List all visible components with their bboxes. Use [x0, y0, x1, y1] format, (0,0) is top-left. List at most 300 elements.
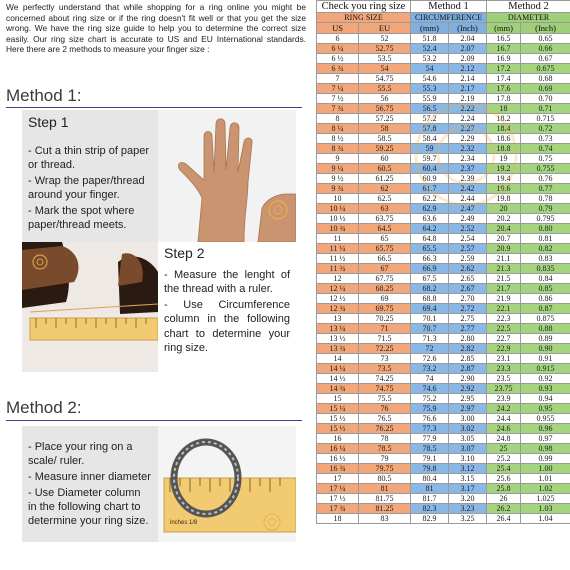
table-cell: 15 ½ [317, 414, 359, 424]
table-cell: 8 ¾ [317, 144, 359, 154]
table-cell: 25.4 [487, 464, 521, 474]
table-cell: 79 [359, 454, 411, 464]
table-row [317, 224, 570, 234]
table-cell: 10 ½ [317, 214, 359, 224]
table-cell: 64.5 [359, 224, 411, 234]
table-cell: 0.75 [521, 154, 570, 164]
table-cell: 56.75 [359, 104, 411, 114]
table-cell: 0.78 [521, 194, 570, 204]
table-cell: 69.75 [359, 304, 411, 314]
table-cell: 63.6 [411, 214, 449, 224]
table-cell: 2.07 [449, 44, 487, 54]
table-cell: 0.715 [521, 114, 570, 124]
table-row [317, 324, 570, 334]
table-cell: 16 ¼ [317, 444, 359, 454]
method2-box [22, 426, 296, 542]
table-row [317, 244, 570, 254]
table-cell: 58.5 [359, 134, 411, 144]
table-cell: 21.5 [487, 274, 521, 284]
table-cell: 19.2 [487, 164, 521, 174]
table-cell: 80.5 [359, 474, 411, 484]
table-row [317, 64, 570, 74]
table-cell: 0.85 [521, 284, 570, 294]
table-cell: 7 [317, 74, 359, 84]
table-cell: 76.25 [359, 424, 411, 434]
table-cell: 70.1 [411, 314, 449, 324]
table-cell: 3.25 [449, 514, 487, 524]
table-cell: 2.22 [449, 104, 487, 114]
table-cell: 2.52 [449, 224, 487, 234]
table-cell: 59.7 [411, 154, 449, 164]
step1-panel [22, 110, 158, 242]
table-cell: 7 ½ [317, 94, 359, 104]
table-cell: 12 [317, 274, 359, 284]
table-cell: 16 ½ [317, 454, 359, 464]
table-cell: 26.4 [487, 514, 521, 524]
table-cell: 1.025 [521, 494, 570, 504]
table-cell: 8 [317, 114, 359, 124]
table-cell: 55.5 [359, 84, 411, 94]
thread-measure-photo [22, 242, 158, 372]
table-cell: 22.5 [487, 324, 521, 334]
table-row [317, 274, 570, 284]
table-cell: 52 [359, 34, 411, 44]
table-cell: 22.3 [487, 314, 521, 324]
table-cell: 0.71 [521, 104, 570, 114]
table-cell: 9 [317, 154, 359, 164]
table-cell: 15 [317, 394, 359, 404]
table-cell: 79.75 [359, 464, 411, 474]
table-row [317, 74, 570, 84]
table-cell: 6 [317, 34, 359, 44]
table-cell: 2.37 [449, 164, 487, 174]
table-row [317, 134, 570, 144]
table-cell: 55.3 [411, 84, 449, 94]
table-cell: 64.8 [411, 234, 449, 244]
table-cell: 2.87 [449, 364, 487, 374]
table-cell: 11 ¼ [317, 244, 359, 254]
table-row [317, 314, 570, 324]
table-cell: 54.6 [411, 74, 449, 84]
table-cell: 24.6 [487, 424, 521, 434]
table-cell: 23.5 [487, 374, 521, 384]
table-cell: 0.73 [521, 134, 570, 144]
table-cell: 67.75 [359, 274, 411, 284]
table-cell: 1.03 [521, 504, 570, 514]
table-cell: 0.92 [521, 374, 570, 384]
table-row [317, 334, 570, 344]
table-cell: 0.91 [521, 354, 570, 364]
table-row [317, 104, 570, 114]
table-cell: 83 [359, 514, 411, 524]
table-cell: 1.02 [521, 484, 570, 494]
table-cell: 73 [359, 354, 411, 364]
table-cell: 71 [359, 324, 411, 334]
ring-on-ruler-photo [158, 426, 296, 542]
table-cell: 0.755 [521, 164, 570, 174]
table-row [317, 394, 570, 404]
table-cell: 82.3 [411, 504, 449, 514]
table-cell: 19 [487, 154, 521, 164]
table-cell: 71.3 [411, 334, 449, 344]
table-row [317, 404, 570, 414]
table-cell: 0.955 [521, 414, 570, 424]
table-cell: 10 [317, 194, 359, 204]
table-cell: 3.23 [449, 504, 487, 514]
table-cell: 69 [359, 294, 411, 304]
table-row [317, 264, 570, 274]
table-cell: 2.72 [449, 304, 487, 314]
table-cell: 54.75 [359, 74, 411, 84]
table-cell: 0.83 [521, 254, 570, 264]
hand-photo [158, 110, 296, 242]
table-cell: 26.2 [487, 504, 521, 514]
table-cell: 73.5 [359, 364, 411, 374]
table-row [317, 424, 570, 434]
table-cell: 0.84 [521, 274, 570, 284]
header-ring-size: RING SIZE [317, 13, 411, 23]
table-cell: 13 ¾ [317, 344, 359, 354]
ruler-label: inches 1/8 [170, 520, 198, 526]
table-row [317, 434, 570, 444]
divider [6, 420, 302, 421]
table-cell: 68.8 [411, 294, 449, 304]
table-cell: 57.2 [411, 114, 449, 124]
table-cell: 1.01 [521, 474, 570, 484]
table-row [317, 184, 570, 194]
table-cell: 58.4 [411, 134, 449, 144]
table-cell: 17 [317, 474, 359, 484]
table-cell: 0.875 [521, 314, 570, 324]
table-cell: 26 [487, 494, 521, 504]
table-cell: 22.9 [487, 344, 521, 354]
col-us: US [317, 23, 359, 34]
table-cell: 2.29 [449, 134, 487, 144]
table-cell: 3.00 [449, 414, 487, 424]
header-circumference: CIRCUMFERENCE [411, 13, 487, 23]
table-row [317, 494, 570, 504]
table-cell: 75.5 [359, 394, 411, 404]
table-cell: 19.4 [487, 174, 521, 184]
table-cell: 76 [359, 404, 411, 414]
table-cell: 0.89 [521, 334, 570, 344]
method2-title: Method 2: [6, 398, 82, 417]
table-cell: 74.75 [359, 384, 411, 394]
table-cell: 62.5 [359, 194, 411, 204]
table-cell: 13 ¼ [317, 324, 359, 334]
table-cell: 17.4 [487, 74, 521, 84]
table-cell: 0.67 [521, 54, 570, 64]
table-cell: 0.66 [521, 44, 570, 54]
table-cell: 65.75 [359, 244, 411, 254]
method2-line: - Use Diameter column in the following chart to determine your ring size. [28, 486, 149, 528]
table-cell: 14 ¾ [317, 384, 359, 394]
table-cell: 17 ¼ [317, 484, 359, 494]
step2-line: - Measure the lenght of the thread with a ruler. [164, 269, 290, 296]
table-cell: 59.25 [359, 144, 411, 154]
table-cell: 56.5 [411, 104, 449, 114]
table-cell: 70.7 [411, 324, 449, 334]
table-cell: 2.19 [449, 94, 487, 104]
table-row [317, 364, 570, 374]
table-cell: 3.20 [449, 494, 487, 504]
table-cell: 76.6 [411, 414, 449, 424]
table-cell: 17 ¾ [317, 504, 359, 514]
ring-size-table [316, 0, 570, 524]
table-cell: 3.07 [449, 444, 487, 454]
table-row [317, 94, 570, 104]
table-cell: 6 ½ [317, 54, 359, 64]
table-cell: 14 ½ [317, 374, 359, 384]
table-cell: 1.04 [521, 514, 570, 524]
table-cell: 13 ½ [317, 334, 359, 344]
table-cell: 60.4 [411, 164, 449, 174]
table-cell: 16.5 [487, 34, 521, 44]
table-row [317, 194, 570, 204]
table-cell: 58 [359, 124, 411, 134]
table-cell: 60 [359, 154, 411, 164]
table-cell: 17 ½ [317, 494, 359, 504]
table-cell: 62.2 [411, 194, 449, 204]
table-cell: 0.86 [521, 294, 570, 304]
table-cell: 52.4 [411, 44, 449, 54]
table-cell: 2.04 [449, 34, 487, 44]
table-cell: 0.97 [521, 434, 570, 444]
table-cell: 51.8 [411, 34, 449, 44]
table-cell: 54 [411, 64, 449, 74]
step1-line: - Wrap the paper/thread around your finger. [28, 175, 145, 202]
table-cell: 0.915 [521, 364, 570, 374]
table-cell: 2.34 [449, 154, 487, 164]
table-row [317, 474, 570, 484]
divider [6, 107, 302, 108]
table-cell: 66.5 [359, 254, 411, 264]
table-cell: 0.68 [521, 74, 570, 84]
table-cell: 2.54 [449, 234, 487, 244]
step2-line: - Use Circumference column in the following chart to determine your ring size. [164, 299, 290, 354]
table-cell: 12 ½ [317, 294, 359, 304]
table-cell: 0.77 [521, 184, 570, 194]
table-cell: 25 [487, 444, 521, 454]
table-row [317, 84, 570, 94]
table-cell: 81.25 [359, 504, 411, 514]
step2-panel [158, 242, 296, 372]
table-row [317, 234, 570, 244]
table-cell: 3.12 [449, 464, 487, 474]
table-cell: 78.5 [411, 444, 449, 454]
table-cell: 61.25 [359, 174, 411, 184]
table-cell: 25.8 [487, 484, 521, 494]
table-cell: 11 ¾ [317, 264, 359, 274]
table-row [317, 174, 570, 184]
table-cell: 53.2 [411, 54, 449, 64]
table-cell: 0.74 [521, 144, 570, 154]
table-cell: 67.5 [411, 274, 449, 284]
table-row [317, 374, 570, 384]
table-cell: 23.75 [487, 384, 521, 394]
table-cell: 53.5 [359, 54, 411, 64]
table-cell: 6 ¼ [317, 44, 359, 54]
table-cell: 67 [359, 264, 411, 274]
table-cell: 57.8 [411, 124, 449, 134]
table-cell: 0.675 [521, 64, 570, 74]
table-cell: 68.25 [359, 284, 411, 294]
table-cell: 2.49 [449, 214, 487, 224]
table-row [317, 254, 570, 264]
table-cell: 0.94 [521, 394, 570, 404]
table-cell: 2.65 [449, 274, 487, 284]
method2-line: - Measure inner diameter [28, 471, 151, 484]
header-method2: Method 2 [487, 1, 570, 13]
table-cell: 2.77 [449, 324, 487, 334]
table-cell: 14 ¼ [317, 364, 359, 374]
table-cell: 79.8 [411, 464, 449, 474]
col-circ-inch: (Inch) [449, 23, 487, 34]
table-cell: 0.80 [521, 224, 570, 234]
table-cell: 2.42 [449, 184, 487, 194]
table-cell: 76.5 [359, 414, 411, 424]
method1-title: Method 1: [6, 86, 82, 105]
table-row [317, 284, 570, 294]
table-row [317, 144, 570, 154]
table-cell: 23.1 [487, 354, 521, 364]
table-cell: 3.15 [449, 474, 487, 484]
table-cell: 60.5 [359, 164, 411, 174]
table-cell: 21.1 [487, 254, 521, 264]
table-cell: 2.44 [449, 194, 487, 204]
table-row [317, 44, 570, 54]
table-row [317, 414, 570, 424]
table-cell: 10 ¼ [317, 204, 359, 214]
table-cell: 0.72 [521, 124, 570, 134]
intro-text: We perfectly understand that while shopping for a ring online you might be concerned about ring size or if the ring doesn't fit well or that you get the size wrong. We have the ring size guide to help you to determine the correct size easily. Our ring size chart is accurate to US and EU International standards. Here there are 2 methods to measure your finger size : [6, 2, 306, 55]
table-cell: 22.7 [487, 334, 521, 344]
table-cell: 2.47 [449, 204, 487, 214]
table-cell: 63 [359, 204, 411, 214]
header-check-size: Check you ring size [317, 1, 411, 13]
table-cell: 2.75 [449, 314, 487, 324]
table-cell: 2.39 [449, 174, 487, 184]
table-cell: 71.5 [359, 334, 411, 344]
table-cell: 79.1 [411, 454, 449, 464]
table-cell: 18.8 [487, 144, 521, 154]
table-cell: 8 ¼ [317, 124, 359, 134]
table-cell: 0.99 [521, 454, 570, 464]
table-cell: 2.80 [449, 334, 487, 344]
col-circ-mm: (mm) [411, 23, 449, 34]
table-cell: 21.3 [487, 264, 521, 274]
table-cell: 18.6 [487, 134, 521, 144]
table-cell: 64.2 [411, 224, 449, 234]
table-cell: 21.9 [487, 294, 521, 304]
table-row [317, 164, 570, 174]
table-cell: 19.8 [487, 194, 521, 204]
table-cell: 20.7 [487, 234, 521, 244]
method1-box [22, 110, 296, 372]
table-cell: 75.9 [411, 404, 449, 414]
table-cell: 78.5 [359, 444, 411, 454]
table-cell: 20.9 [487, 244, 521, 254]
table-cell: 9 ¼ [317, 164, 359, 174]
table-cell: 0.82 [521, 244, 570, 254]
step2-heading: Step 2 [164, 245, 205, 261]
table-cell: 70.25 [359, 314, 411, 324]
table-cell: 54 [359, 64, 411, 74]
table-cell: 0.87 [521, 304, 570, 314]
table-cell: 2.32 [449, 144, 487, 154]
table-cell: 72.6 [411, 354, 449, 364]
step1-line: - Cut a thin strip of paper or thread. [28, 145, 150, 172]
table-cell: 17.6 [487, 84, 521, 94]
table-cell: 2.17 [449, 84, 487, 94]
table-cell: 0.90 [521, 344, 570, 354]
table-cell: 6 ¾ [317, 64, 359, 74]
table-cell: 2.09 [449, 54, 487, 64]
table-cell: 3.10 [449, 454, 487, 464]
table-cell: 9 ¾ [317, 184, 359, 194]
table-cell: 2.62 [449, 264, 487, 274]
table-cell: 2.85 [449, 354, 487, 364]
table-cell: 12 ¾ [317, 304, 359, 314]
table-cell: 52.75 [359, 44, 411, 54]
table-cell: 24.2 [487, 404, 521, 414]
table-cell: 7 ¼ [317, 84, 359, 94]
table-row [317, 204, 570, 214]
table-cell: 2.14 [449, 74, 487, 84]
table-cell: 18 [487, 104, 521, 114]
table-cell: 14 [317, 354, 359, 364]
table-cell: 2.97 [449, 404, 487, 414]
table-cell: 16.9 [487, 54, 521, 64]
table-cell: 60.9 [411, 174, 449, 184]
table-cell: 65 [359, 234, 411, 244]
table-cell: 82.9 [411, 514, 449, 524]
table-cell: 0.88 [521, 324, 570, 334]
header-method1: Method 1 [411, 1, 487, 13]
table-row [317, 54, 570, 64]
table-row [317, 294, 570, 304]
table-cell: 74 [411, 374, 449, 384]
step1-line: - Mark the spot where paper/thread meets. [28, 205, 135, 232]
table-cell: 75.2 [411, 394, 449, 404]
table-cell: 3.17 [449, 484, 487, 494]
table-cell: 2.92 [449, 384, 487, 394]
table-row [317, 444, 570, 454]
table-cell: 74.6 [411, 384, 449, 394]
table-cell: 1.00 [521, 464, 570, 474]
table-cell: 8 ½ [317, 134, 359, 144]
table-cell: 16.7 [487, 44, 521, 54]
table-cell: 0.69 [521, 84, 570, 94]
table-cell: 61.7 [411, 184, 449, 194]
table-cell: 65.5 [411, 244, 449, 254]
header-diameter: DIAMETER [487, 13, 570, 23]
table-row [317, 504, 570, 514]
table-cell: 10 ¾ [317, 224, 359, 234]
table-cell: 22.1 [487, 304, 521, 314]
table-row [317, 464, 570, 474]
table-cell: 0.95 [521, 404, 570, 414]
table-cell: 69.4 [411, 304, 449, 314]
table-row [317, 384, 570, 394]
table-row [317, 454, 570, 464]
table-cell: 21.7 [487, 284, 521, 294]
table-cell: 25.6 [487, 474, 521, 484]
table-cell: 56 [359, 94, 411, 104]
table-cell: 23.3 [487, 364, 521, 374]
table-cell: 68.2 [411, 284, 449, 294]
table-cell: 2.90 [449, 374, 487, 384]
